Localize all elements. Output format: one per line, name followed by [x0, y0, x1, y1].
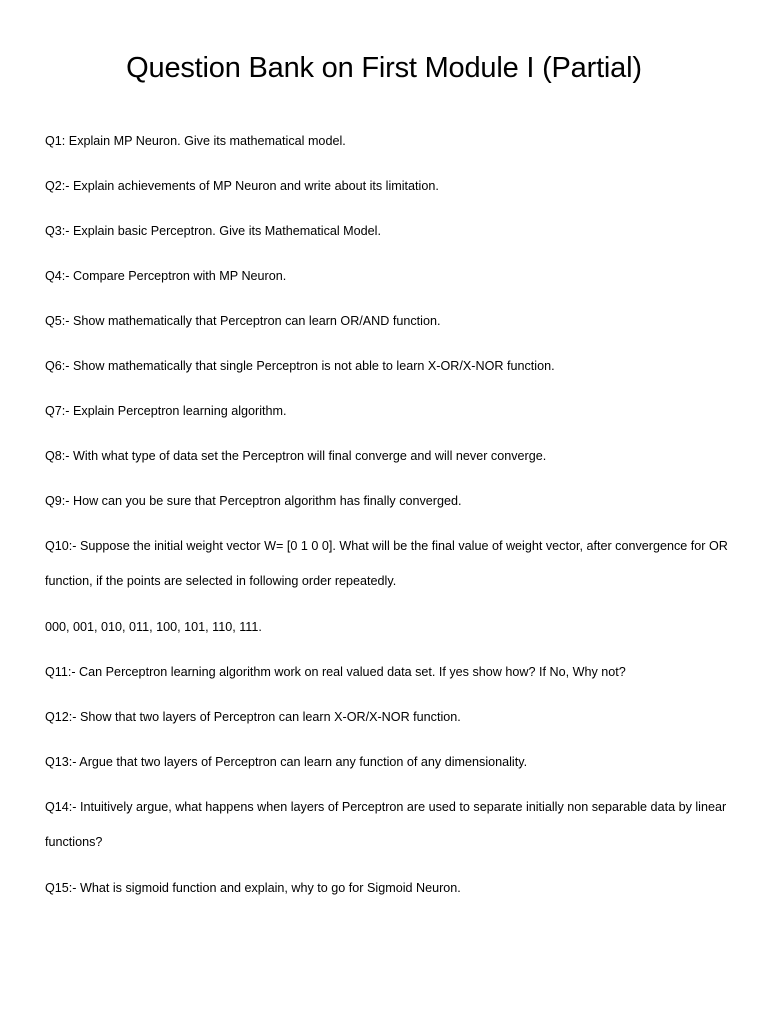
question-13: Q13:- Argue that two layers of Perceptron can learn any function of any dimensionality. — [45, 755, 528, 769]
question-12: Q12:- Show that two layers of Perceptron can learn X-OR/X-NOR function. — [45, 710, 461, 724]
question-list — [45, 124, 735, 916]
question-8: Q8:- With what type of data set the Perceptron will final converge and will never converge. — [45, 449, 547, 463]
question-14: Q14:- Intuitively argue, what happens when layers of Perceptron are used to separate initially non separable data by linear functions? — [45, 800, 727, 849]
question-1: Q1: Explain MP Neuron. Give its mathematical model. — [45, 134, 346, 148]
question-3: Q3:- Explain basic Perceptron. Give its Mathematical Model. — [45, 224, 381, 238]
question-10: Q10:- Suppose the initial weight vector W= [0 1 0 0]. What will be the final value of weight vector, after convergence for OR function, if the points are selected in following order repeatedly. — [45, 539, 728, 588]
question-11: Q11:- Can Perceptron learning algorithm work on real valued data set. If yes show how? If No, Why not? — [45, 665, 626, 679]
question-2: Q2:- Explain achievements of MP Neuron and write about its limitation. — [45, 179, 439, 193]
question-6: Q6:- Show mathematically that single Perceptron is not able to learn X-OR/X-NOR function. — [45, 359, 555, 373]
question-9: Q9:- How can you be sure that Perceptron algorithm has finally converged. — [45, 494, 462, 508]
question-10-sequence: 000, 001, 010, 011, 100, 101, 110, 111. — [45, 620, 262, 634]
question-5: Q5:- Show mathematically that Perceptron can learn OR/AND function. — [45, 314, 441, 328]
page-title: Question Bank on First Module I (Partial) — [126, 52, 642, 84]
question-15: Q15:- What is sigmoid function and explain, why to go for Sigmoid Neuron. — [45, 881, 461, 895]
question-7: Q7:- Explain Perceptron learning algorithm. — [45, 404, 287, 418]
question-4: Q4:- Compare Perceptron with MP Neuron. — [45, 269, 287, 283]
